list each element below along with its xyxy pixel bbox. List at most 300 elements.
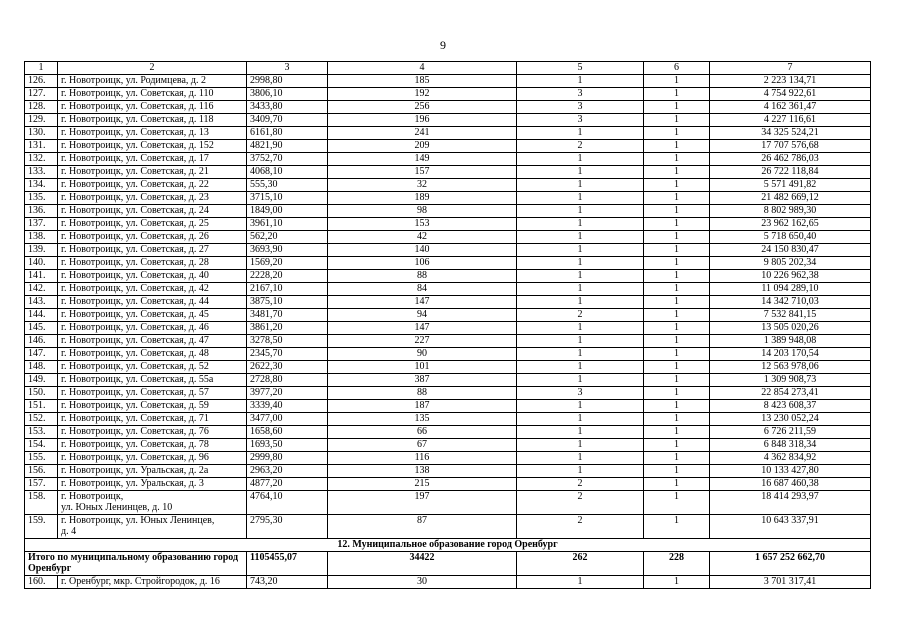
col6-cell: 1	[644, 387, 710, 400]
address-cell: г. Новотроицк, ул. Советская, д. 40	[58, 270, 247, 283]
row-number: 154.	[25, 439, 58, 452]
col6-cell: 1	[644, 140, 710, 153]
people-cell: 185	[328, 75, 517, 88]
cost-cell: 13 230 052,24	[710, 413, 871, 426]
address-cell: г. Новотроицк, ул. Советская, д. 152	[58, 140, 247, 153]
row-number: 128.	[25, 101, 58, 114]
cost-cell: 10 133 427,80	[710, 465, 871, 478]
address-cell: г. Новотроицк, ул. Советская, д. 78	[58, 439, 247, 452]
row-number: 148.	[25, 361, 58, 374]
area-cell: 4821,90	[247, 140, 328, 153]
people-cell: 88	[328, 387, 517, 400]
row-number: 131.	[25, 140, 58, 153]
table-row	[25, 153, 871, 166]
people-cell: 116	[328, 452, 517, 465]
table-row	[25, 75, 871, 88]
cost-cell: 13 505 020,26	[710, 322, 871, 335]
address-cell: г. Новотроицк, ул. Советская, д. 118	[58, 114, 247, 127]
row-number: 149.	[25, 374, 58, 387]
cost-cell: 8 802 989,30	[710, 205, 871, 218]
area-cell: 555,30	[247, 179, 328, 192]
area-cell: 2622,30	[247, 361, 328, 374]
col6-cell: 1	[644, 270, 710, 283]
col6-cell: 1	[644, 400, 710, 413]
row-number: 144.	[25, 309, 58, 322]
address-cell: г. Новотроицк, ул. Советская, д. 46	[58, 322, 247, 335]
col5-cell: 1	[517, 75, 644, 88]
cost-cell: 21 482 669,12	[710, 192, 871, 205]
table-row	[25, 576, 871, 589]
area-cell: 3481,70	[247, 309, 328, 322]
table-row	[25, 465, 871, 478]
col6-cell: 1	[644, 114, 710, 127]
col5-cell: 1	[517, 400, 644, 413]
total-row	[25, 552, 871, 576]
address-cell: г. Новотроицк, ул. Советская, д. 44	[58, 296, 247, 309]
address-cell: г. Новотроицк, ул. Советская, д. 42	[58, 283, 247, 296]
row-number: 147.	[25, 348, 58, 361]
cost-cell: 4 754 922,61	[710, 88, 871, 101]
people-cell: 387	[328, 374, 517, 387]
table-row	[25, 361, 871, 374]
people-cell: 140	[328, 244, 517, 257]
area-cell: 3278,50	[247, 335, 328, 348]
col6-cell: 1	[644, 426, 710, 439]
people-cell: 101	[328, 361, 517, 374]
col5-cell: 1	[517, 465, 644, 478]
cost-cell: 12 563 978,06	[710, 361, 871, 374]
col5-cell: 2	[517, 309, 644, 322]
row-number: 126.	[25, 75, 58, 88]
address-line: г. Новотроицк,	[61, 491, 124, 502]
address-cell: г. Новотроицк, ул. Советская, д. 25	[58, 218, 247, 231]
area-cell: 2998,80	[247, 75, 328, 88]
row-number: 153.	[25, 426, 58, 439]
table-row	[25, 140, 871, 153]
col5-cell: 1	[517, 153, 644, 166]
section-title: 12. Муниципальное образование город Оренбург	[25, 539, 871, 552]
table-row	[25, 205, 871, 218]
cost-cell: 26 722 118,84	[710, 166, 871, 179]
area-cell: 3977,20	[247, 387, 328, 400]
people-cell: 227	[328, 335, 517, 348]
people-cell: 196	[328, 114, 517, 127]
row-number: 134.	[25, 179, 58, 192]
area-cell: 1849,00	[247, 205, 328, 218]
col6-cell: 1	[644, 515, 710, 539]
row-number: 135.	[25, 192, 58, 205]
address-cell: г. Новотроицк, ул. Уральская, д. 3	[58, 478, 247, 491]
col5-cell: 1	[517, 361, 644, 374]
row-number: 129.	[25, 114, 58, 127]
table-row	[25, 309, 871, 322]
table-row	[25, 218, 871, 231]
table-row	[25, 374, 871, 387]
col5-cell: 1	[517, 179, 644, 192]
address-cell: г. Новотроицк, ул. Уральская, д. 2а	[58, 465, 247, 478]
row-number: 141.	[25, 270, 58, 283]
col6-cell: 1	[644, 296, 710, 309]
people-cell: 189	[328, 192, 517, 205]
row-number: 143.	[25, 296, 58, 309]
col6-cell: 1	[644, 283, 710, 296]
table-row	[25, 127, 871, 140]
header-cell: 7	[710, 62, 871, 75]
area-cell: 3693,90	[247, 244, 328, 257]
col6-cell: 1	[644, 361, 710, 374]
people-cell: 90	[328, 348, 517, 361]
col5-cell: 1	[517, 439, 644, 452]
col6-cell: 1	[644, 101, 710, 114]
header-cell: 2	[58, 62, 247, 75]
area-cell: 4877,20	[247, 478, 328, 491]
row-number: 133.	[25, 166, 58, 179]
area-cell: 3715,10	[247, 192, 328, 205]
people-cell: 209	[328, 140, 517, 153]
people-cell: 135	[328, 413, 517, 426]
col5-cell: 2	[517, 515, 644, 539]
col5-cell: 1	[517, 205, 644, 218]
people-cell: 94	[328, 309, 517, 322]
table-row	[25, 114, 871, 127]
area-cell: 3806,10	[247, 88, 328, 101]
table-row	[25, 166, 871, 179]
col6-cell: 1	[644, 413, 710, 426]
people-cell: 197	[328, 491, 517, 515]
row-number: 127.	[25, 88, 58, 101]
col6-cell: 1	[644, 452, 710, 465]
col6-cell: 1	[644, 374, 710, 387]
area-cell: 2167,10	[247, 283, 328, 296]
col5-cell: 1	[517, 426, 644, 439]
area-cell: 3409,70	[247, 114, 328, 127]
header-cell: 6	[644, 62, 710, 75]
area-cell: 4068,10	[247, 166, 328, 179]
row-number: 150.	[25, 387, 58, 400]
area-cell: 3477,00	[247, 413, 328, 426]
cost-cell: 6 726 211,59	[710, 426, 871, 439]
address-cell: г. Новотроицк, ул. Советская, д. 23	[58, 192, 247, 205]
col6-cell: 1	[644, 88, 710, 101]
people-cell: 42	[328, 231, 517, 244]
address-cell: г. Новотроицк, ул. Советская, д. 52	[58, 361, 247, 374]
cost-cell: 24 150 830,47	[710, 244, 871, 257]
row-number: 145.	[25, 322, 58, 335]
area-cell: 1569,20	[247, 257, 328, 270]
total-cost: 1 657 252 662,70	[710, 552, 871, 576]
col5-cell: 1	[517, 348, 644, 361]
address-cell: г. Новотроицк, ул. Советская, д. 116	[58, 101, 247, 114]
row-number: 137.	[25, 218, 58, 231]
people-cell: 187	[328, 400, 517, 413]
people-cell: 84	[328, 283, 517, 296]
col6-cell: 1	[644, 257, 710, 270]
area-cell: 2795,30	[247, 515, 328, 539]
address-cell: г. Новотроицк, ул. Советская, д. 28	[58, 257, 247, 270]
area-cell: 1693,50	[247, 439, 328, 452]
col5-cell: 1	[517, 452, 644, 465]
col5-cell: 2	[517, 491, 644, 515]
table-row	[25, 348, 871, 361]
row-number: 136.	[25, 205, 58, 218]
cost-cell: 4 162 361,47	[710, 101, 871, 114]
col5-cell: 1	[517, 322, 644, 335]
col5-cell: 1	[517, 166, 644, 179]
col6-cell: 1	[644, 576, 710, 589]
cost-cell: 4 362 834,92	[710, 452, 871, 465]
col5-cell: 1	[517, 374, 644, 387]
people-cell: 88	[328, 270, 517, 283]
people-cell: 153	[328, 218, 517, 231]
table-row	[25, 231, 871, 244]
address-cell: г. Новотроицк, ул. Советская, д. 13	[58, 127, 247, 140]
total-col5: 262	[517, 552, 644, 576]
col6-cell: 1	[644, 153, 710, 166]
area-cell: 2999,80	[247, 452, 328, 465]
row-number: 142.	[25, 283, 58, 296]
area-cell: 3433,80	[247, 101, 328, 114]
address-cell: г. Новотроицк, ул. Советская, д. 96	[58, 452, 247, 465]
address-cell: г. Новотроицк, ул. Советская, д. 57	[58, 387, 247, 400]
table-row	[25, 515, 871, 539]
area-cell: 3861,20	[247, 322, 328, 335]
col5-cell: 1	[517, 192, 644, 205]
col6-cell: 1	[644, 478, 710, 491]
address-cell: г. Новотроицк, ул. Советская, д. 59	[58, 400, 247, 413]
people-cell: 87	[328, 515, 517, 539]
row-number: 139.	[25, 244, 58, 257]
header-cell: 4	[328, 62, 517, 75]
table-row	[25, 452, 871, 465]
total-area: 1105455,07	[247, 552, 328, 576]
address-cell: г. Новотроицк, ул. Советская, д. 71	[58, 413, 247, 426]
table-row	[25, 439, 871, 452]
people-cell: 106	[328, 257, 517, 270]
cost-cell: 26 462 786,03	[710, 153, 871, 166]
row-number: 155.	[25, 452, 58, 465]
col6-cell: 1	[644, 192, 710, 205]
row-number: 156.	[25, 465, 58, 478]
row-number: 157.	[25, 478, 58, 491]
col6-cell: 1	[644, 491, 710, 515]
row-number: 138.	[25, 231, 58, 244]
people-cell: 32	[328, 179, 517, 192]
address-line: ул. Юных Ленинцев, д. 10	[61, 502, 173, 513]
cost-cell: 9 805 202,34	[710, 257, 871, 270]
cost-cell: 17 707 576,68	[710, 140, 871, 153]
col6-cell: 1	[644, 244, 710, 257]
address-cell: г. Новотроицк, ул. Советская, д. 47	[58, 335, 247, 348]
col6-cell: 1	[644, 179, 710, 192]
total-people: 34422	[328, 552, 517, 576]
area-cell: 4764,10	[247, 491, 328, 515]
col5-cell: 3	[517, 114, 644, 127]
people-cell: 147	[328, 296, 517, 309]
address-line: д. 4	[61, 526, 77, 537]
table-row	[25, 322, 871, 335]
col6-cell: 1	[644, 335, 710, 348]
header-row	[25, 62, 871, 75]
row-number: 132.	[25, 153, 58, 166]
table-row	[25, 491, 871, 515]
cost-cell: 6 848 318,34	[710, 439, 871, 452]
area-cell: 3339,40	[247, 400, 328, 413]
col5-cell: 3	[517, 88, 644, 101]
col6-cell: 1	[644, 309, 710, 322]
cost-cell: 14 342 710,03	[710, 296, 871, 309]
cost-cell: 3 701 317,41	[710, 576, 871, 589]
cost-cell: 5 718 650,40	[710, 231, 871, 244]
people-cell: 256	[328, 101, 517, 114]
col5-cell: 1	[517, 283, 644, 296]
col6-cell: 1	[644, 348, 710, 361]
col5-cell: 2	[517, 478, 644, 491]
col5-cell: 1	[517, 296, 644, 309]
cost-cell: 10 226 962,38	[710, 270, 871, 283]
people-cell: 138	[328, 465, 517, 478]
area-cell: 2228,20	[247, 270, 328, 283]
col6-cell: 1	[644, 205, 710, 218]
address-cell: г. Новотроицк, ул. Советская, д. 45	[58, 309, 247, 322]
people-cell: 241	[328, 127, 517, 140]
col5-cell: 3	[517, 101, 644, 114]
col6-cell: 1	[644, 75, 710, 88]
table-row	[25, 426, 871, 439]
people-cell: 67	[328, 439, 517, 452]
cost-cell: 22 854 273,41	[710, 387, 871, 400]
address-cell: г. Новотроицк, ул. Советская, д. 22	[58, 179, 247, 192]
col5-cell: 1	[517, 413, 644, 426]
col5-cell: 1	[517, 270, 644, 283]
cost-cell: 1 389 948,08	[710, 335, 871, 348]
cost-cell: 2 223 134,71	[710, 75, 871, 88]
row-number: 159.	[25, 515, 58, 539]
cost-cell: 7 532 841,15	[710, 309, 871, 322]
area-cell: 743,20	[247, 576, 328, 589]
col6-cell: 1	[644, 166, 710, 179]
table-row	[25, 257, 871, 270]
address-cell: г. Новотроицк, ул. Советская, д. 17	[58, 153, 247, 166]
col5-cell: 1	[517, 335, 644, 348]
address-cell	[58, 491, 247, 515]
cost-cell: 11 094 289,10	[710, 283, 871, 296]
people-cell: 98	[328, 205, 517, 218]
area-cell: 2963,20	[247, 465, 328, 478]
table-row	[25, 296, 871, 309]
people-cell: 66	[328, 426, 517, 439]
people-cell: 149	[328, 153, 517, 166]
people-cell: 215	[328, 478, 517, 491]
cost-cell: 23 962 162,65	[710, 218, 871, 231]
address-cell: г. Новотроицк, ул. Советская, д. 24	[58, 205, 247, 218]
col6-cell: 1	[644, 218, 710, 231]
row-number: 130.	[25, 127, 58, 140]
cost-cell: 16 687 460,38	[710, 478, 871, 491]
row-number: 146.	[25, 335, 58, 348]
address-line: г. Новотроицк, ул. Юных Ленинцев,	[61, 515, 215, 526]
row-number: 151.	[25, 400, 58, 413]
area-cell: 562,20	[247, 231, 328, 244]
header-cell: 1	[25, 62, 58, 75]
cost-cell: 10 643 337,91	[710, 515, 871, 539]
address-cell	[58, 515, 247, 539]
page-number: 9	[440, 38, 446, 52]
address-cell: г. Новотроицк, ул. Советская, д. 27	[58, 244, 247, 257]
header-cell: 5	[517, 62, 644, 75]
cost-cell: 1 309 908,73	[710, 374, 871, 387]
area-cell: 1658,60	[247, 426, 328, 439]
col5-cell: 1	[517, 127, 644, 140]
people-cell: 30	[328, 576, 517, 589]
people-cell: 192	[328, 88, 517, 101]
section-header-row	[25, 539, 871, 552]
table-row	[25, 192, 871, 205]
table-row	[25, 387, 871, 400]
cost-cell: 5 571 491,82	[710, 179, 871, 192]
address-cell: г. Новотроицк, ул. Советская, д. 48	[58, 348, 247, 361]
header-cell: 3	[247, 62, 328, 75]
address-cell: г. Оренбург, мкр. Стройгородок, д. 16	[58, 576, 247, 589]
table-row	[25, 244, 871, 257]
table-row	[25, 101, 871, 114]
col5-cell: 1	[517, 576, 644, 589]
col5-cell: 1	[517, 231, 644, 244]
row-number: 140.	[25, 257, 58, 270]
area-cell: 3961,10	[247, 218, 328, 231]
table-row	[25, 400, 871, 413]
table-row	[25, 283, 871, 296]
col5-cell: 3	[517, 387, 644, 400]
area-cell: 2728,80	[247, 374, 328, 387]
col6-cell: 1	[644, 465, 710, 478]
area-cell: 3752,70	[247, 153, 328, 166]
row-number: 158.	[25, 491, 58, 515]
col5-cell: 1	[517, 218, 644, 231]
table-row	[25, 335, 871, 348]
col5-cell: 1	[517, 257, 644, 270]
cost-cell: 4 227 116,61	[710, 114, 871, 127]
col6-cell: 1	[644, 322, 710, 335]
address-cell: г. Новотроицк, ул. Родимцева, д. 2	[58, 75, 247, 88]
col5-cell: 2	[517, 140, 644, 153]
total-label: Итого по муниципальному образованию город Оренбург	[25, 552, 247, 576]
row-number: 152.	[25, 413, 58, 426]
address-cell: г. Новотроицк, ул. Советская, д. 21	[58, 166, 247, 179]
housing-table	[24, 61, 871, 589]
table-row	[25, 413, 871, 426]
total-col6: 228	[644, 552, 710, 576]
address-cell: г. Новотроицк, ул. Советская, д. 110	[58, 88, 247, 101]
row-number: 160.	[25, 576, 58, 589]
cost-cell: 8 423 608,37	[710, 400, 871, 413]
area-cell: 2345,70	[247, 348, 328, 361]
col5-cell: 1	[517, 244, 644, 257]
cost-cell: 14 203 170,54	[710, 348, 871, 361]
table-row	[25, 179, 871, 192]
area-cell: 6161,80	[247, 127, 328, 140]
address-cell: г. Новотроицк, ул. Советская, д. 55а	[58, 374, 247, 387]
table-row	[25, 478, 871, 491]
col6-cell: 1	[644, 127, 710, 140]
cost-cell: 18 414 293,97	[710, 491, 871, 515]
people-cell: 157	[328, 166, 517, 179]
col6-cell: 1	[644, 231, 710, 244]
table-row	[25, 270, 871, 283]
address-cell: г. Новотроицк, ул. Советская, д. 76	[58, 426, 247, 439]
cost-cell: 34 325 524,21	[710, 127, 871, 140]
table-row	[25, 88, 871, 101]
people-cell: 147	[328, 322, 517, 335]
